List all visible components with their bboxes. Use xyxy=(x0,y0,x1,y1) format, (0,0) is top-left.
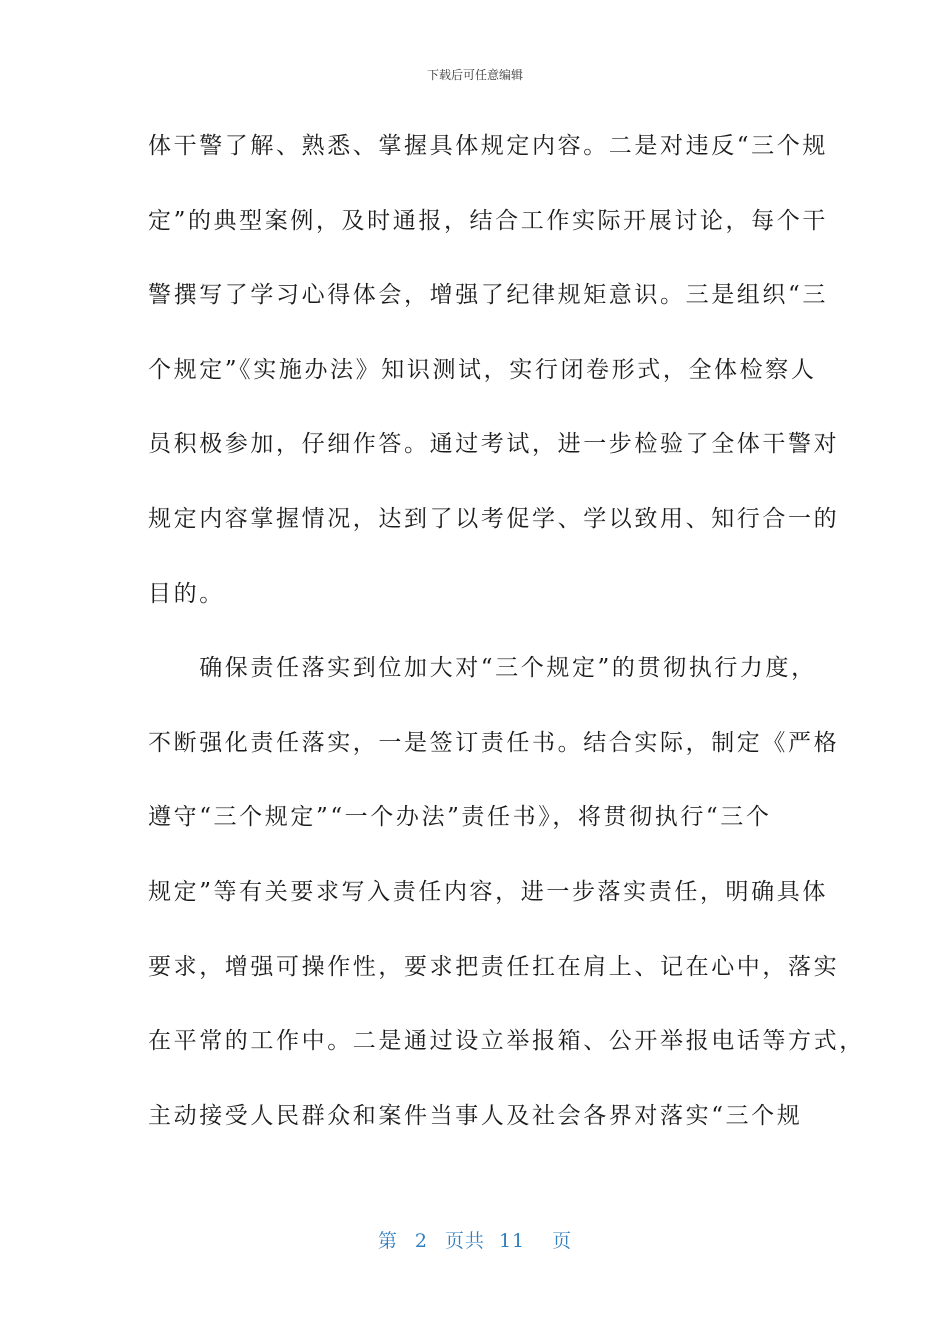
footer-prefix: 第 xyxy=(377,1230,398,1252)
text-line: 警撰写了学习心得体会，增强了纪律规矩意识。三是组织“三 xyxy=(148,282,828,309)
text-line: 目的。 xyxy=(148,580,225,607)
text-line: 在平常的工作中。二是通过设立举报箱、公开举报电话等方式， xyxy=(148,1028,865,1055)
text-line: 确保责任落实到位加大对“三个规定”的贯彻执行力度， xyxy=(148,655,817,682)
text-line: 要求，增强可操作性，要求把责任扛在肩上、记在心中，落实 xyxy=(148,953,840,980)
footer-suffix: 页 xyxy=(552,1230,573,1252)
text-line: 个规定”《实施办法》知识测试，实行闭卷形式，全体检察人 xyxy=(148,356,817,383)
page-header: 下载后可任意编辑 xyxy=(426,68,523,82)
text-line: 体干警了解、熟悉、掌握具体规定内容。二是对违反“三个规 xyxy=(148,133,828,159)
text-line: 主动接受人民群众和案件当事人及社会各界对落实“三个规 xyxy=(148,1102,803,1129)
text-line: 定”的典型案例，及时通报，结合工作实际开展讨论，每个干 xyxy=(148,207,828,234)
text-line: 员积极参加，仔细作答。通过考试，进一步检验了全体干警对 xyxy=(148,431,840,458)
total-pages-number: 11 xyxy=(498,1230,526,1252)
text-line: 规定内容掌握情况，达到了以考促学、学以致用、知行合一的 xyxy=(148,505,840,532)
footer-middle: 页共 xyxy=(444,1230,485,1252)
current-page-number: 2 xyxy=(414,1230,428,1252)
text-line: 规定”等有关要求写入责任内容，进一步落实责任，明确具体 xyxy=(148,878,828,905)
document-body xyxy=(148,122,865,1166)
page-footer xyxy=(0,1226,950,1253)
text-line: 不断强化责任落实，一是签订责任书。结合实际，制定《严格 xyxy=(148,729,840,756)
text-line: 遵守“三个规定”“一个办法”责任书》，将贯彻执行“三个 xyxy=(148,804,772,831)
